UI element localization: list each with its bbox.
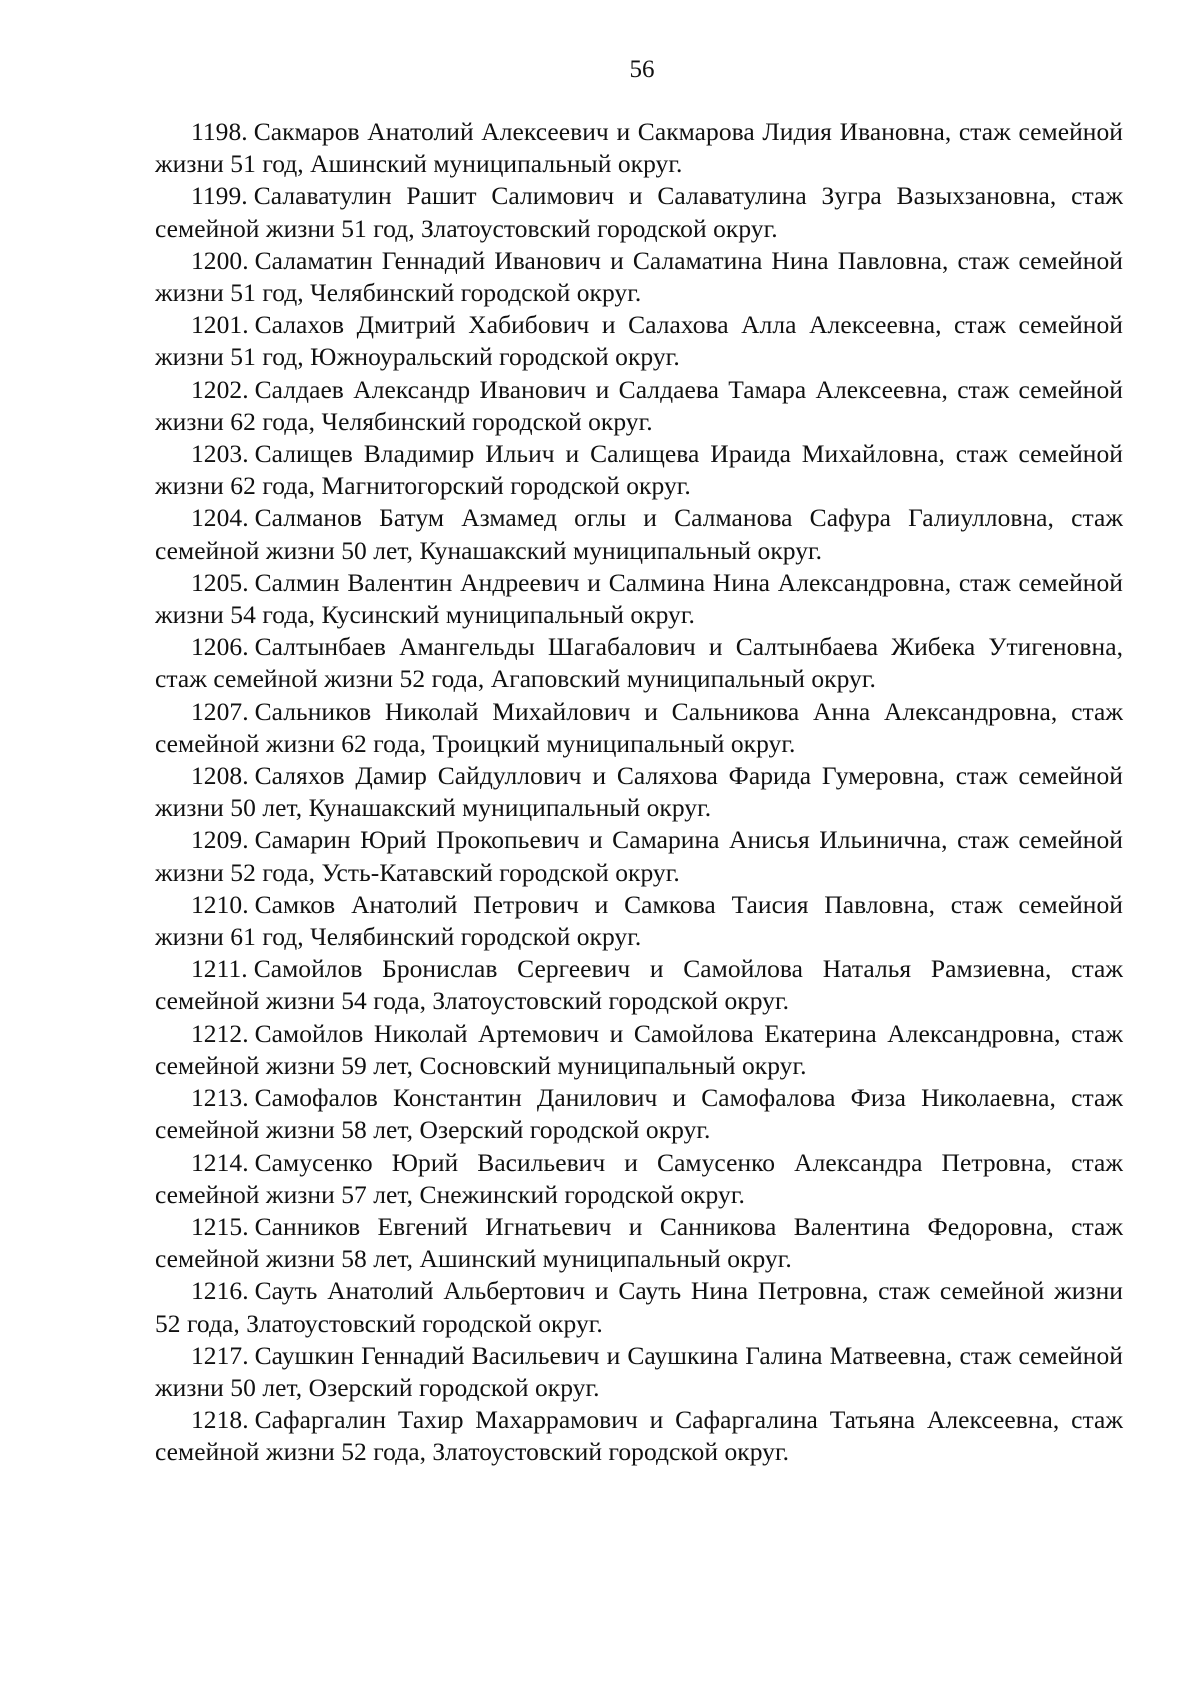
- entry-number: 1199.: [191, 181, 248, 211]
- entry-number: 1217.: [191, 1340, 249, 1370]
- entry-number: 1204.: [191, 503, 249, 533]
- entry-text: Сафаргалин Тахир Махаррамович и Сафаргалина Татьяна Алексеевна, стаж семейной жизни 52 года, Златоустовский городской округ.: [155, 1405, 1123, 1467]
- entry-text: Саушкин Геннадий Васильевич и Саушкина Галина Матвеевна, стаж семейной жизни 50 лет, Озерский городской округ.: [155, 1340, 1123, 1402]
- entry-text: Сауть Анатолий Альбертович и Сауть Нина Петровна, стаж семейной жизни 52 года, Златоустовский городской округ.: [155, 1276, 1123, 1338]
- list-item: [155, 1211, 1123, 1275]
- list-item: [155, 1340, 1123, 1404]
- entry-number: 1214.: [191, 1147, 249, 1177]
- entry-text: Санников Евгений Игнатьевич и Санникова Валентина Федоровна, стаж семейной жизни 58 лет, Ашинский муниципальный округ.: [155, 1211, 1123, 1274]
- list-item: [155, 760, 1123, 824]
- entry-text: Саламатин Геннадий Иванович и Саламатина Нина Павловна, стаж семейной жизни 51 год, Челябинский городской округ.: [155, 245, 1123, 308]
- entries-list: [155, 116, 1123, 1469]
- entry-number: 1200.: [191, 245, 249, 275]
- entry-text: Сальников Николай Михайлович и Сальникова Анна Александровна, стаж семейной жизни 62 года, Троицкий муниципальный округ.: [155, 696, 1123, 758]
- list-item: [155, 1082, 1123, 1146]
- entry-number: 1210.: [191, 889, 249, 919]
- list-item: [155, 502, 1123, 566]
- entry-number: 1198.: [191, 117, 248, 146]
- entry-text: Салмин Валентин Андреевич и Салмина Нина Александровна, стаж семейной жизни 54 года, Кусинский муниципальный округ.: [155, 567, 1123, 630]
- entry-text: Самарин Юрий Прокопьевич и Самарина Анисья Ильинична, стаж семейной жизни 52 года, Усть-Катавский городской округ.: [155, 825, 1123, 887]
- entry-number: 1211.: [191, 954, 248, 984]
- entry-text: Самойлов Николай Артемович и Самойлова Екатерина Александровна, стаж семейной жизни 59 лет, Сосновский муниципальный округ.: [155, 1018, 1123, 1080]
- entry-number: 1201.: [191, 310, 249, 340]
- list-item: [155, 116, 1123, 180]
- list-item: [155, 824, 1123, 888]
- list-item: [155, 180, 1123, 244]
- entry-number: 1216.: [191, 1276, 249, 1306]
- list-item: [155, 1147, 1123, 1211]
- entry-text: Самойлов Бронислав Сергеевич и Самойлова Наталья Рамзиевна, стаж семейной жизни 54 года, Златоустовский городской округ.: [155, 954, 1123, 1016]
- entry-number: 1212.: [191, 1018, 249, 1048]
- entry-number: 1203.: [191, 439, 249, 469]
- list-item: [155, 1404, 1123, 1468]
- entry-number: 1208.: [191, 761, 249, 791]
- list-item: [155, 245, 1123, 309]
- entry-number: 1215.: [191, 1211, 249, 1241]
- page-number: 56: [629, 56, 655, 83]
- entry-number: 1213.: [191, 1083, 249, 1113]
- entry-text: Самофалов Константин Данилович и Самофалова Физа Николаевна, стаж семейной жизни 58 лет, Озерский городской округ.: [155, 1083, 1123, 1145]
- list-item: [155, 374, 1123, 438]
- list-item: [155, 567, 1123, 631]
- list-item: [155, 1275, 1123, 1339]
- entry-text: Салманов Батум Азмамед оглы и Салманова Сафура Галиулловна, стаж семейной жизни 50 лет, Кунашакский муниципальный округ.: [155, 503, 1123, 565]
- entry-text: Самусенко Юрий Васильевич и Самусенко Александра Петровна, стаж семейной жизни 57 лет, Снежинский городской округ.: [155, 1147, 1123, 1209]
- entry-number: 1206.: [191, 632, 249, 662]
- entry-number: 1207.: [191, 696, 249, 726]
- list-item: [155, 696, 1123, 760]
- list-item: [155, 953, 1123, 1017]
- entry-text: Саляхов Дамир Сайдуллович и Саляхова Фарида Гумеровна, стаж семейной жизни 50 лет, Кунашакский муниципальный округ.: [155, 761, 1123, 823]
- list-item: [155, 438, 1123, 502]
- list-item: [155, 1018, 1123, 1082]
- entry-text: Салаватулин Рашит Салимович и Салаватулина Зугра Вазыхзановна, стаж семейной жизни 51 год, Златоустовский городской округ.: [155, 181, 1123, 243]
- entry-text: Самков Анатолий Петрович и Самкова Таисия Павловна, стаж семейной жизни 61 год, Челябинский городской округ.: [155, 889, 1123, 952]
- entry-text: Салахов Дмитрий Хабибович и Салахова Алла Алексеевна, стаж семейной жизни 51 год, Южноуральский городской округ.: [155, 310, 1123, 372]
- list-item: [155, 631, 1123, 695]
- entry-text: Сакмаров Анатолий Алексеевич и Сакмарова Лидия Ивановна, стаж семейной жизни 51 год, Ашинский муниципальный округ.: [155, 117, 1123, 179]
- entry-number: 1209.: [191, 825, 249, 855]
- entry-text: Салтынбаев Амангельды Шагабалович и Салтынбаева Жибека Утигеновна, стаж семейной жизни 52 года, Агаповский муниципальный округ.: [155, 632, 1123, 694]
- entry-number: 1202.: [191, 374, 249, 404]
- entry-number: 1218.: [191, 1405, 249, 1435]
- list-item: [155, 889, 1123, 953]
- entry-text: Салдаев Александр Иванович и Салдаева Тамара Алексеевна, стаж семейной жизни 62 года, Челябинский городской округ.: [155, 374, 1123, 436]
- list-item: [155, 309, 1123, 373]
- entry-text: Салищев Владимир Ильич и Салищева Ираида Михайловна, стаж семейной жизни 62 года, Магнитогорский городской округ.: [155, 439, 1123, 501]
- entry-number: 1205.: [191, 567, 249, 597]
